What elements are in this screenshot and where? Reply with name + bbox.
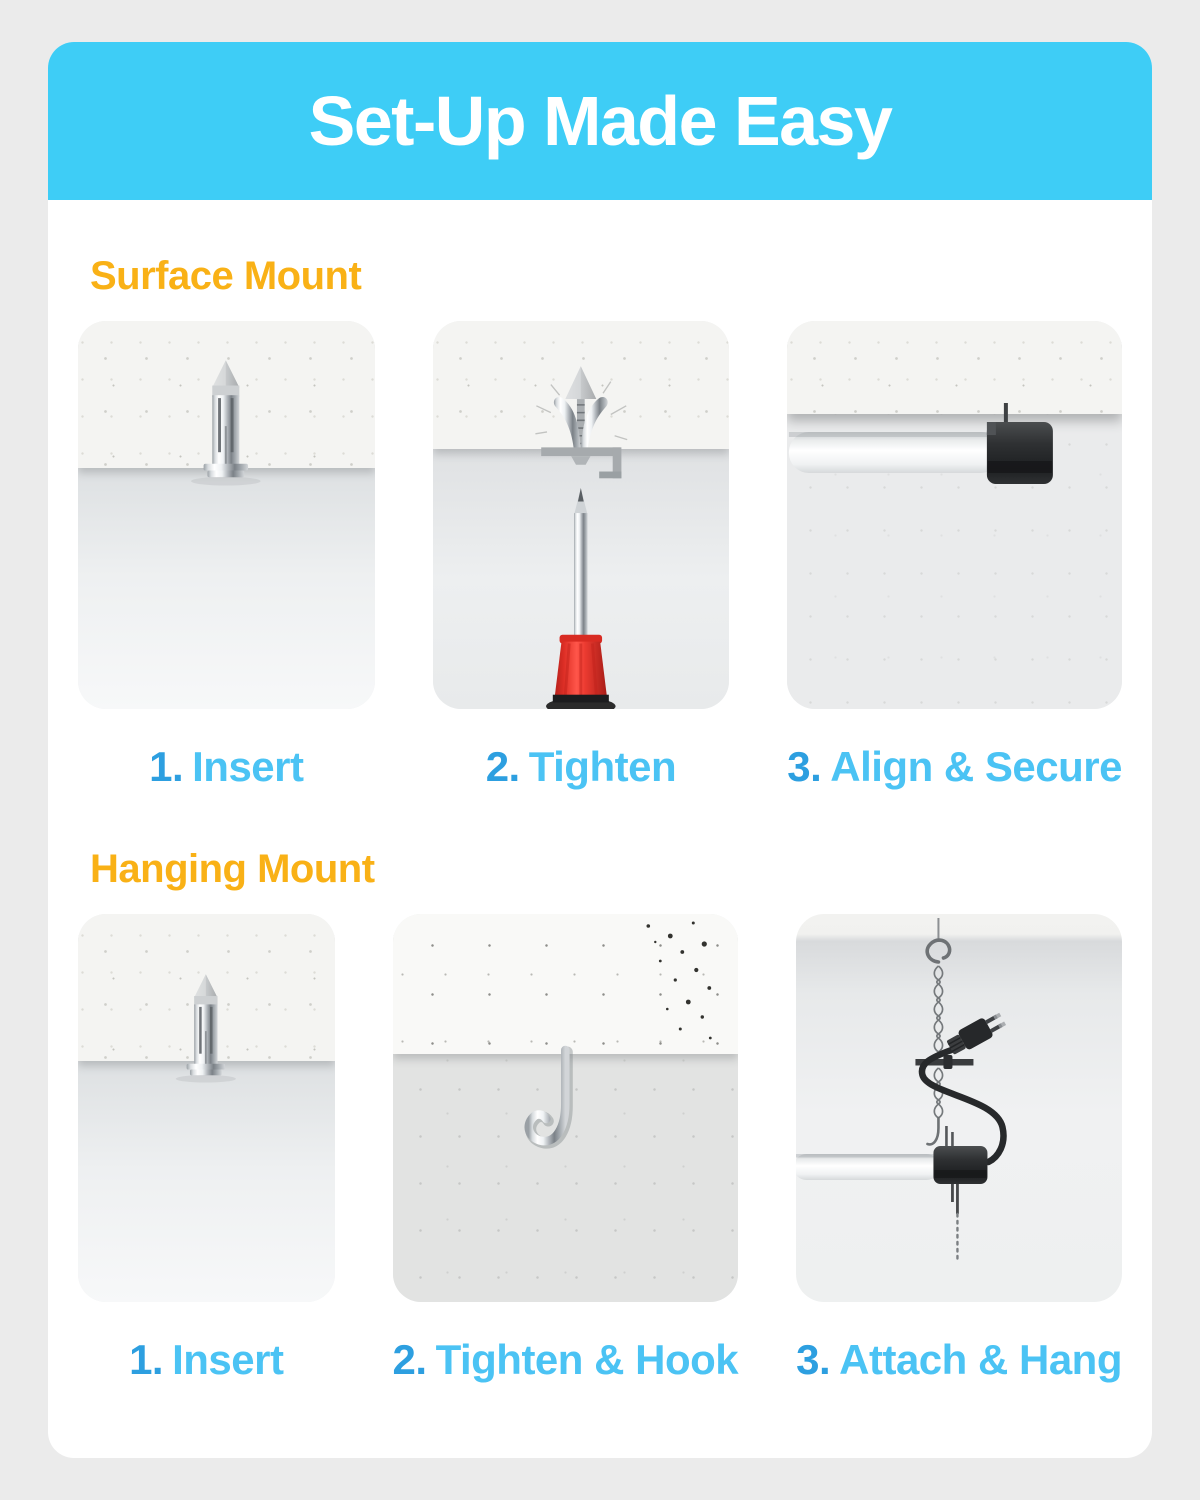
section-heading-surface-mount: Surface Mount bbox=[90, 254, 362, 298]
step-label: Tighten bbox=[528, 743, 677, 790]
surface-mount-row bbox=[48, 321, 1152, 791]
section-heading-hanging-mount: Hanging Mount bbox=[90, 847, 375, 891]
step-figure bbox=[433, 321, 730, 791]
attach-hang-art bbox=[796, 914, 1122, 1302]
step-label: Insert bbox=[192, 743, 304, 790]
step-caption bbox=[787, 743, 1122, 791]
tube-mounted-illustration bbox=[787, 321, 1122, 709]
step-caption bbox=[78, 1336, 335, 1384]
hook-art bbox=[393, 914, 739, 1302]
step-caption bbox=[393, 1336, 739, 1384]
anchor-insert-art bbox=[78, 321, 375, 709]
step-label: Attach & Hang bbox=[839, 1336, 1122, 1383]
anchor-insert-art bbox=[78, 914, 335, 1302]
step-caption bbox=[433, 743, 730, 791]
step-number: 3. bbox=[796, 1336, 831, 1383]
hanging-mount-row bbox=[48, 914, 1152, 1384]
step-figure bbox=[78, 321, 375, 791]
step-number: 1. bbox=[129, 1336, 164, 1383]
anchor-inserted-illustration bbox=[78, 914, 335, 1302]
step-number: 2. bbox=[392, 1336, 427, 1383]
hanging-light-illustration bbox=[796, 914, 1122, 1302]
step-figure bbox=[796, 914, 1122, 1384]
screwdriver-tighten-art bbox=[433, 321, 730, 709]
step-figure bbox=[78, 914, 335, 1384]
step-number: 3. bbox=[787, 743, 822, 790]
page-title: Set-Up Made Easy bbox=[308, 82, 892, 160]
anchor-tighten-illustration bbox=[433, 321, 730, 709]
step-label: Align & Secure bbox=[830, 743, 1122, 790]
step-number: 1. bbox=[149, 743, 184, 790]
anchor-inserted-illustration bbox=[78, 321, 375, 709]
ceiling-hook-illustration bbox=[393, 914, 739, 1302]
step-caption bbox=[78, 743, 375, 791]
step-label: Tighten & Hook bbox=[435, 1336, 739, 1383]
step-caption bbox=[796, 1336, 1122, 1384]
step-number: 2. bbox=[485, 743, 520, 790]
step-figure bbox=[393, 914, 739, 1384]
tube-align-secure-art bbox=[787, 321, 1122, 709]
step-figure bbox=[787, 321, 1122, 791]
step-label: Insert bbox=[172, 1336, 284, 1383]
content-card bbox=[48, 42, 1152, 1458]
header-banner bbox=[48, 42, 1152, 200]
